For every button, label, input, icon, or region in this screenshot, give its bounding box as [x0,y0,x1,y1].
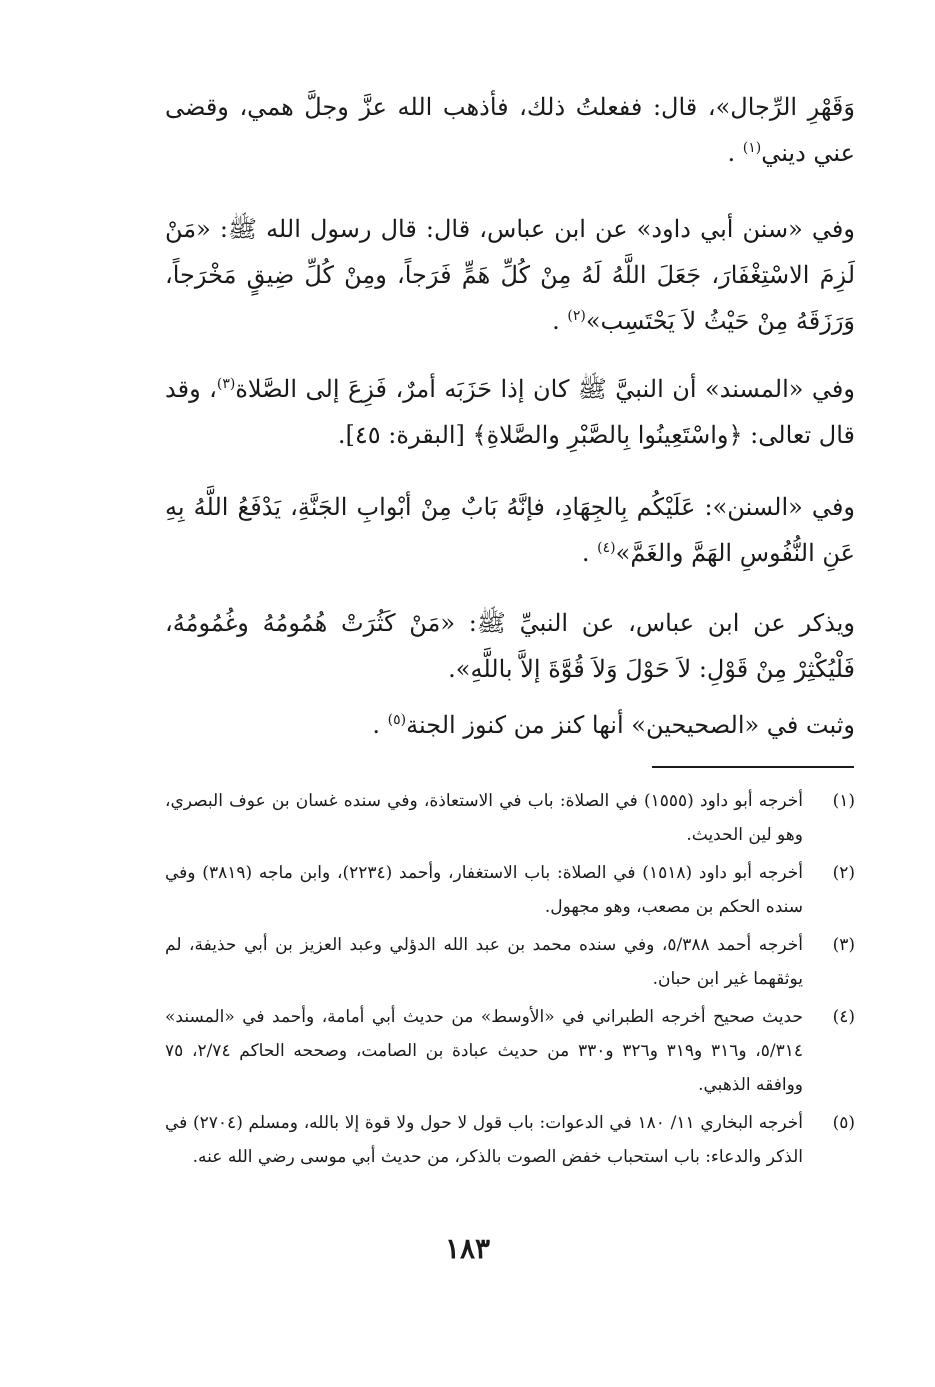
footnote-item [165,856,855,924]
footnote-number: (٢) [832,863,855,883]
paragraph-text: وفي «المسند» أن النبيَّ ﷺ كان إذا حَزَبَه أمرٌ، فَزِعَ إلى الصَّلاة [235,375,855,403]
footnote-text: أخرجه البخاري ١١/ ١٨٠ في الدعوات: باب قول لا حول ولا قوة إلا بالله، ومسلم (٢٧٠٤) في الذكر والدعاء: باب استحباب خفض الصوت بالذكر، من حديث أبي موسى رضي الله عنه. [165,1113,803,1167]
footnote-number: (٤) [832,1007,855,1027]
paragraph-5 [165,600,855,692]
footnote-number: (٣) [832,935,855,955]
paragraph-tail: . [552,307,568,335]
paragraph-tail: . [581,539,598,567]
footnote-reference[interactable]: (٣) [216,376,236,392]
paragraph-text: وفي «السنن»: عَلَيْكُم بِالجِهَادِ، فإنَّهُ بَابٌ مِنْ أبْوابِ الجَنَّةِ، يَدْفَعُ اللَّهُ بِهِ عَنِ النُّفُوسِ الهَمَّ والغَمَّ» [165,493,856,567]
paragraph-text: وفي «سنن أبي داود» عن ابن عباس، قال: قال رسول الله ﷺ: «مَنْ لَزِمَ الاسْتِغْفَارَ، جَعَلَ اللَّهُ لَهُ مِنْ كُلِّ هَمٍّ فَرَجاً، ومِنْ كُلِّ ضِيقٍ مَخْرَجاً، وَرَزَقَهُ مِنْ حَيْثُ لاَ يَحْتَسِب» [165,215,855,335]
footnote-reference[interactable]: (٥) [387,712,407,728]
paragraph-text: ويذكر عن ابن عباس، عن النبيِّ ﷺ: «مَنْ كَثُرَتْ هُمُومُهُ وغُمُومُهُ، فَلْيُكْثِرْ مِنْ قَوْلِ: لاَ حَوْلَ وَلاَ قُوَّةَ إلاَّ باللَّهِ». [165,609,855,683]
footnote-text: أخرجه أبو داود (١٥٥٥) في الصلاة: باب في الاستعاذة، وفي سنده غسان بن عوف البصري، وهو لين الحديث. [165,791,803,845]
footnote-text: حديث صحيح أخرجه الطبراني في «الأوسط» من حديث أبي أمامة، وأحمد في «المسند» ٥/٣١٤، و٣١٦ و٣١٩ و٣٢٦ و٣٣٠ من حديث عبادة بن الصامت، وصححه الحاكم ٢/٧٤، ٧٥ ووافقه الذهبي. [165,1007,804,1095]
footnote-item [165,784,855,852]
paragraph-1 [165,84,855,176]
footnote-item [165,1000,855,1102]
paragraph-tail: . [372,711,388,739]
footnote-number: (١) [832,791,855,811]
paragraph-text: وثبت في «الصحيحين» أنها كنز من كنوز الجنة [406,711,855,739]
paragraph-tail: ، وقد قال تعالى: ﴿واسْتَعِينُوا بِالصَّبْرِ والصَّلاةِ﴾ [البقرة: ٤٥]. [165,375,855,449]
paragraph-2 [165,206,855,344]
paragraph-4 [165,484,855,576]
footnote-reference[interactable]: (٤) [597,540,616,556]
footnote-separator [652,766,854,768]
footnote-text: أخرجه أبو داود (١٥١٨) في الصلاة: باب الاستغفار، وأحمد (٢٢٣٤)، وابن ماجه (٣٨١٩) وفي سنده الحكم بن مصعب، وهو مجهول. [165,863,804,917]
footnotes [165,784,855,1178]
footnote-item [165,1106,855,1174]
footnote-number: (٥) [832,1113,855,1133]
footnote-text: أخرجه أحمد ٥/٣٨٨، وفي سنده محمد بن عبد الله الدؤلي وعبد العزيز بن أبي حذيفة، لم يوثقهما غير ابن حبان. [165,935,803,989]
paragraph-tail: . [727,139,743,167]
paragraph-text: وَقَهْرِ الرِّجال»، قال: ففعلتُ ذلك، فأذهب الله عزَّ وجلَّ همي، وقضى عني ديني [165,93,855,167]
footnote-item [165,928,855,996]
paragraph-6 [165,702,855,748]
footnote-reference[interactable]: (١) [742,140,762,156]
page-number: ١٨٣ [444,1232,491,1265]
footnote-reference[interactable]: (٢) [567,308,586,324]
paragraph-3 [165,366,855,458]
